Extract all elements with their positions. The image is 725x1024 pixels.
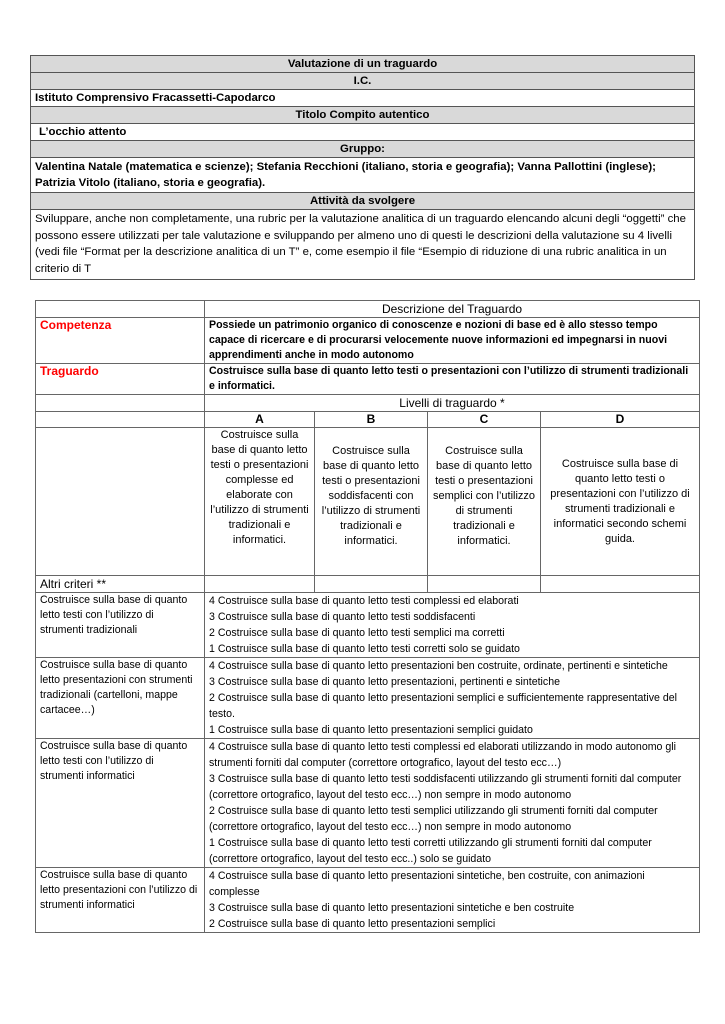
descriptor-3: 3 Costruisce sulla base di quanto letto testi soddisfacenti	[209, 611, 476, 623]
criterion-name: Costruisce sulla base di quanto letto testi con l’utilizzo di strumenti tradizionali	[36, 593, 205, 658]
descriptor-2: 2 Costruisce sulla base di quanto letto presentazioni semplici	[209, 918, 496, 930]
ic-label: I.C.	[31, 73, 695, 90]
descriptor-1: 1 Costruisce sulla base di quanto letto presentazioni semplici guidato	[209, 724, 533, 736]
level-c-header: C	[428, 412, 541, 428]
criterion-name: Costruisce sulla base di quanto letto presentazioni con strumenti tradizionali (cartelloni, mappe cartacee…)	[36, 658, 205, 739]
empty-cell	[428, 576, 541, 593]
competenza-label: Competenza	[36, 318, 205, 364]
empty-cell	[36, 428, 205, 576]
level-a-text: Costruisce sulla base di quanto letto testi o presentazioni complesse ed elaborate con l’utilizzo di strumenti tradizionali e informatici.	[205, 428, 315, 576]
descriptor-1: 1 Costruisce sulla base di quanto letto testi corretti utilizzando gli strumenti forniti dal computer (correttore ortografico, layout del testo ecc..) solo se guidato	[209, 837, 652, 865]
task-info-table	[30, 55, 695, 280]
rubric-table	[35, 300, 700, 933]
criterion-descriptors	[205, 739, 700, 868]
description-header: Descrizione del Traguardo	[205, 301, 700, 318]
group-label: Gruppo:	[31, 141, 695, 158]
doc-title: Valutazione di un traguardo	[31, 56, 695, 73]
descriptor-4: 4 Costruisce sulla base di quanto letto presentazioni ben costruite, ordinate, pertinenti e sintetiche	[209, 660, 668, 672]
competenza-text: Possiede un patrimonio organico di conoscenze e nozioni di base ed è allo stesso tempo capace di ricercare e di procurarsi velocemente nuove informazioni ed impegnarsi in nuovi apprendimenti anche in modo autonomo	[205, 318, 700, 364]
descriptor-3: 3 Costruisce sulla base di quanto letto testi soddisfacenti utilizzando gli strumenti forniti dal computer (correttore ortografico, layout del testo ecc…) non sempre in modo autonomo	[209, 773, 682, 801]
levels-header: Livelli di traguardo *	[205, 395, 700, 412]
task-title: L’occhio attento	[31, 124, 695, 141]
level-c-text: Costruisce sulla base di quanto letto testi o presentazioni semplici con l’utilizzo di strumenti tradizionali e informatici.	[428, 428, 541, 576]
criterion-descriptors	[205, 593, 700, 658]
descriptor-2: 2 Costruisce sulla base di quanto letto presentazioni semplici e sufficientemente rappresentative del testo.	[209, 692, 677, 720]
descriptor-2: 2 Costruisce sulla base di quanto letto testi semplici ma corretti	[209, 627, 505, 639]
descriptor-3: 3 Costruisce sulla base di quanto letto presentazioni, pertinenti e sintetiche	[209, 676, 560, 688]
level-b-header: B	[315, 412, 428, 428]
criterion-descriptors	[205, 868, 700, 933]
traguardo-label: Traguardo	[36, 364, 205, 395]
traguardo-text: Costruisce sulla base di quanto letto testi o presentazioni con l’utilizzo di strumenti tradizionali e informatici.	[205, 364, 700, 395]
descriptor-4: 4 Costruisce sulla base di quanto letto testi complessi ed elaborati	[209, 595, 519, 607]
empty-cell	[315, 576, 428, 593]
group-members: Valentina Natale (matematica e scienze); Stefania Recchioni (italiano, storia e geografia); Vanna Pallottini (inglese); Patrizia Vitolo (italiano, storia e geografia).	[31, 158, 695, 193]
descriptor-4: 4 Costruisce sulla base di quanto letto testi complessi ed elaborati utilizzando in modo autonomo gli strumenti forniti dal computer (correttore ortografico, layout del testo ecc…)	[209, 741, 676, 769]
criterion-name: Costruisce sulla base di quanto letto presentazioni con l’utilizzo di strumenti informatici	[36, 868, 205, 933]
level-b-text: Costruisce sulla base di quanto letto testi o presentazioni soddisfacenti con l’utilizzo di strumenti tradizionali e informatici.	[315, 428, 428, 576]
activity-text: Sviluppare, anche non completamente, una rubric per la valutazione analitica di un traguardo elencando alcuni degli “oggetti” che possono essere utilizzati per tale valutazione e sviluppando per almeno uno di questi le descrizioni della valutazione su 4 livelli (vedi file “Format per la descrizione analitica di un T” e, come esempio il file “Esempio di riduzione di una rubric analitica in un criterio di T	[31, 210, 695, 280]
level-d-text: Costruisce sulla base di quanto letto testi o presentazioni con l’utilizzo di strumenti tradizionali e informatici secondo schemi guida.	[541, 428, 700, 576]
empty-cell	[36, 412, 205, 428]
descriptor-3: 3 Costruisce sulla base di quanto letto presentazioni sintetiche e ben costruite	[209, 902, 575, 914]
criterion-descriptors	[205, 658, 700, 739]
other-criteria-label: Altri criteri **	[36, 576, 205, 593]
task-title-label: Titolo Compito autentico	[31, 107, 695, 124]
empty-cell	[36, 301, 205, 318]
school-name: Istituto Comprensivo Fracassetti-Capodarco	[31, 90, 695, 107]
empty-cell	[36, 395, 205, 412]
level-d-header: D	[541, 412, 700, 428]
descriptor-1: 1 Costruisce sulla base di quanto letto testi corretti solo se guidato	[209, 643, 520, 655]
descriptor-4: 4 Costruisce sulla base di quanto letto presentazioni sintetiche, ben costruite, con animazioni complesse	[209, 870, 645, 898]
empty-cell	[541, 576, 700, 593]
criterion-name: Costruisce sulla base di quanto letto testi con l’utilizzo di strumenti informatici	[36, 739, 205, 868]
empty-cell	[205, 576, 315, 593]
activity-label: Attività da svolgere	[31, 193, 695, 210]
level-a-header: A	[205, 412, 315, 428]
descriptor-2: 2 Costruisce sulla base di quanto letto testi semplici utilizzando gli strumenti forniti dal computer (correttore ortografico, layout del testo ecc…) non sempre in modo autonomo	[209, 805, 658, 833]
